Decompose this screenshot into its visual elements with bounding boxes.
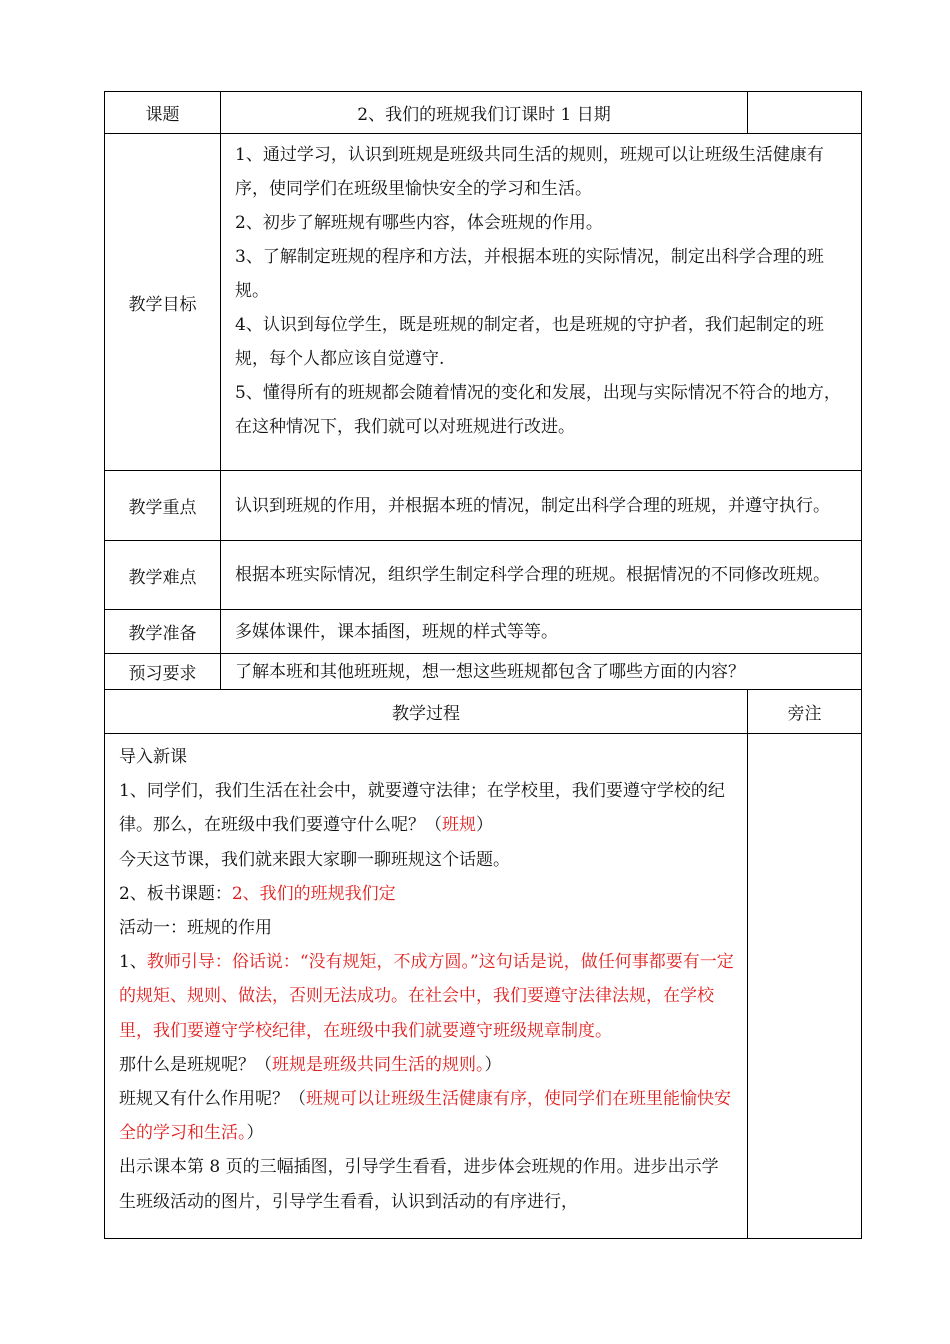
- objective-item: 5、懂得所有的班规都会随着情况的变化和发展，出现与实际情况不符合的地方，在这种情况下，我们就可以对班规进行改进。: [235, 383, 841, 437]
- process-paragraph: 出示课本第 8 页的三幅插图，引导学生看看，进步体会班规的作用。进步出示学生班级活动的图片，引导学生看看，认识到活动的有序进行，: [119, 1157, 719, 1212]
- process-paragraph: 今天这节课，我们就来跟大家聊一聊班规这个话题。: [119, 849, 510, 870]
- process-paragraph: 1、教师引导：俗话说：“没有规矩，不成方圆。”这句话是说，做任何事都要有一定的规矩、规则、做法，否则无法成功。在社会中，我们要遵守法律法规，在学校里，我们要遵守学校纪律，在班级中我们就要遵守班级规章制度。: [119, 952, 734, 1041]
- lesson-title: 2、我们的班规我们订课时 1 日期: [221, 92, 748, 134]
- answer-highlight: 班规: [442, 815, 476, 836]
- preparation-label: 教学准备: [105, 610, 221, 654]
- row-preparation: [105, 610, 862, 654]
- key-points-text: 认识到班规的作用，并根据本班的情况，制定出科学合理的班规，并遵守执行。: [235, 495, 830, 516]
- teacher-guide-highlight: 教师引导：俗话说：“没有规矩，不成方圆。”这句话是说，做任何事都要有一定的规矩、规则、做法，否则无法成功。在社会中，我们要遵守法律法规，在学校里，我们要遵守学校纪律，在班级中我们就要遵守班级规章制度。: [119, 952, 734, 1041]
- objective-item: 2、初步了解班规有哪些内容，体会班规的作用。: [235, 213, 603, 233]
- row-difficulties: [105, 541, 862, 610]
- preview-cell: [221, 654, 862, 690]
- process-cell: [105, 734, 748, 1239]
- difficulties-text: 根据本班实际情况，组织学生制定科学合理的班规。根据情况的不同修改班规。: [235, 565, 830, 585]
- difficulties-label: 教学难点: [105, 541, 221, 610]
- row-process-header: [105, 690, 862, 734]
- lesson-plan-table: [104, 91, 862, 1239]
- row-key-points: [105, 471, 862, 541]
- row-topic: [105, 92, 862, 134]
- process-header: 教学过程: [105, 690, 748, 734]
- activity-title: 活动一：班规的作用: [119, 918, 272, 939]
- objective-item: 1、通过学习，认识到班规是班级共同生活的规则，班规可以让班级生活健康有序，使同学们在班级里愉快安全的学习和生活。: [235, 145, 824, 199]
- preparation-text: 多媒体课件，课本插图，班规的样式等等。: [235, 621, 558, 642]
- key-points-cell: [221, 471, 862, 541]
- objective-item: 3、了解制定班规的程序和方法，并根据本班的实际情况，制定出科学合理的班规。: [235, 247, 824, 301]
- objectives-list: [221, 134, 861, 448]
- key-points-label: 教学重点: [105, 471, 221, 541]
- preparation-cell: [221, 610, 862, 654]
- answer-highlight: 班规可以让班级生活健康有序，使同学们在班里能愉快安全的学习和生活。: [119, 1089, 731, 1144]
- lesson-plan-sheet: [104, 91, 861, 1239]
- difficulties-cell: [221, 541, 862, 610]
- intro-title: 导入新课: [119, 747, 187, 767]
- process-paragraph: 1、同学们，我们生活在社会中，就要遵守法律；在学校里，我们要遵守学校的纪律。那么，在班级中我们要遵守什么呢？（班规）: [119, 781, 725, 836]
- notes-header: 旁注: [748, 690, 862, 734]
- date-cell: [748, 92, 862, 134]
- row-process-body: [105, 734, 862, 1239]
- preview-label: 预习要求: [105, 654, 221, 690]
- objectives-label: 教学目标: [105, 134, 221, 471]
- answer-highlight: 班规是班级共同生活的规则。: [272, 1054, 485, 1075]
- board-title-highlight: 2、我们的班规我们定: [231, 883, 396, 904]
- objectives-cell: [221, 134, 862, 471]
- topic-label: 课题: [105, 92, 221, 134]
- objective-item: 4、认识到每位学生，既是班规的制定者，也是班规的守护者，我们起制定的班规，每个人都应该自觉遵守.: [235, 315, 824, 369]
- process-paragraph: 那什么是班规呢？（班规是班级共同生活的规则。）: [119, 1054, 502, 1075]
- row-preview: [105, 654, 862, 690]
- row-objectives: [105, 134, 862, 471]
- preview-text: 了解本班和其他班班规，想一想这些班规都包含了哪些方面的内容？: [235, 661, 745, 682]
- notes-cell: [748, 734, 862, 1239]
- process-paragraph: 2、板书课题：2、我们的班规我们定: [119, 883, 396, 904]
- process-paragraph: 班规又有什么作用呢？（班规可以让班级生活健康有序，使同学们在班里能愉快安全的学习和生活。）: [119, 1089, 731, 1144]
